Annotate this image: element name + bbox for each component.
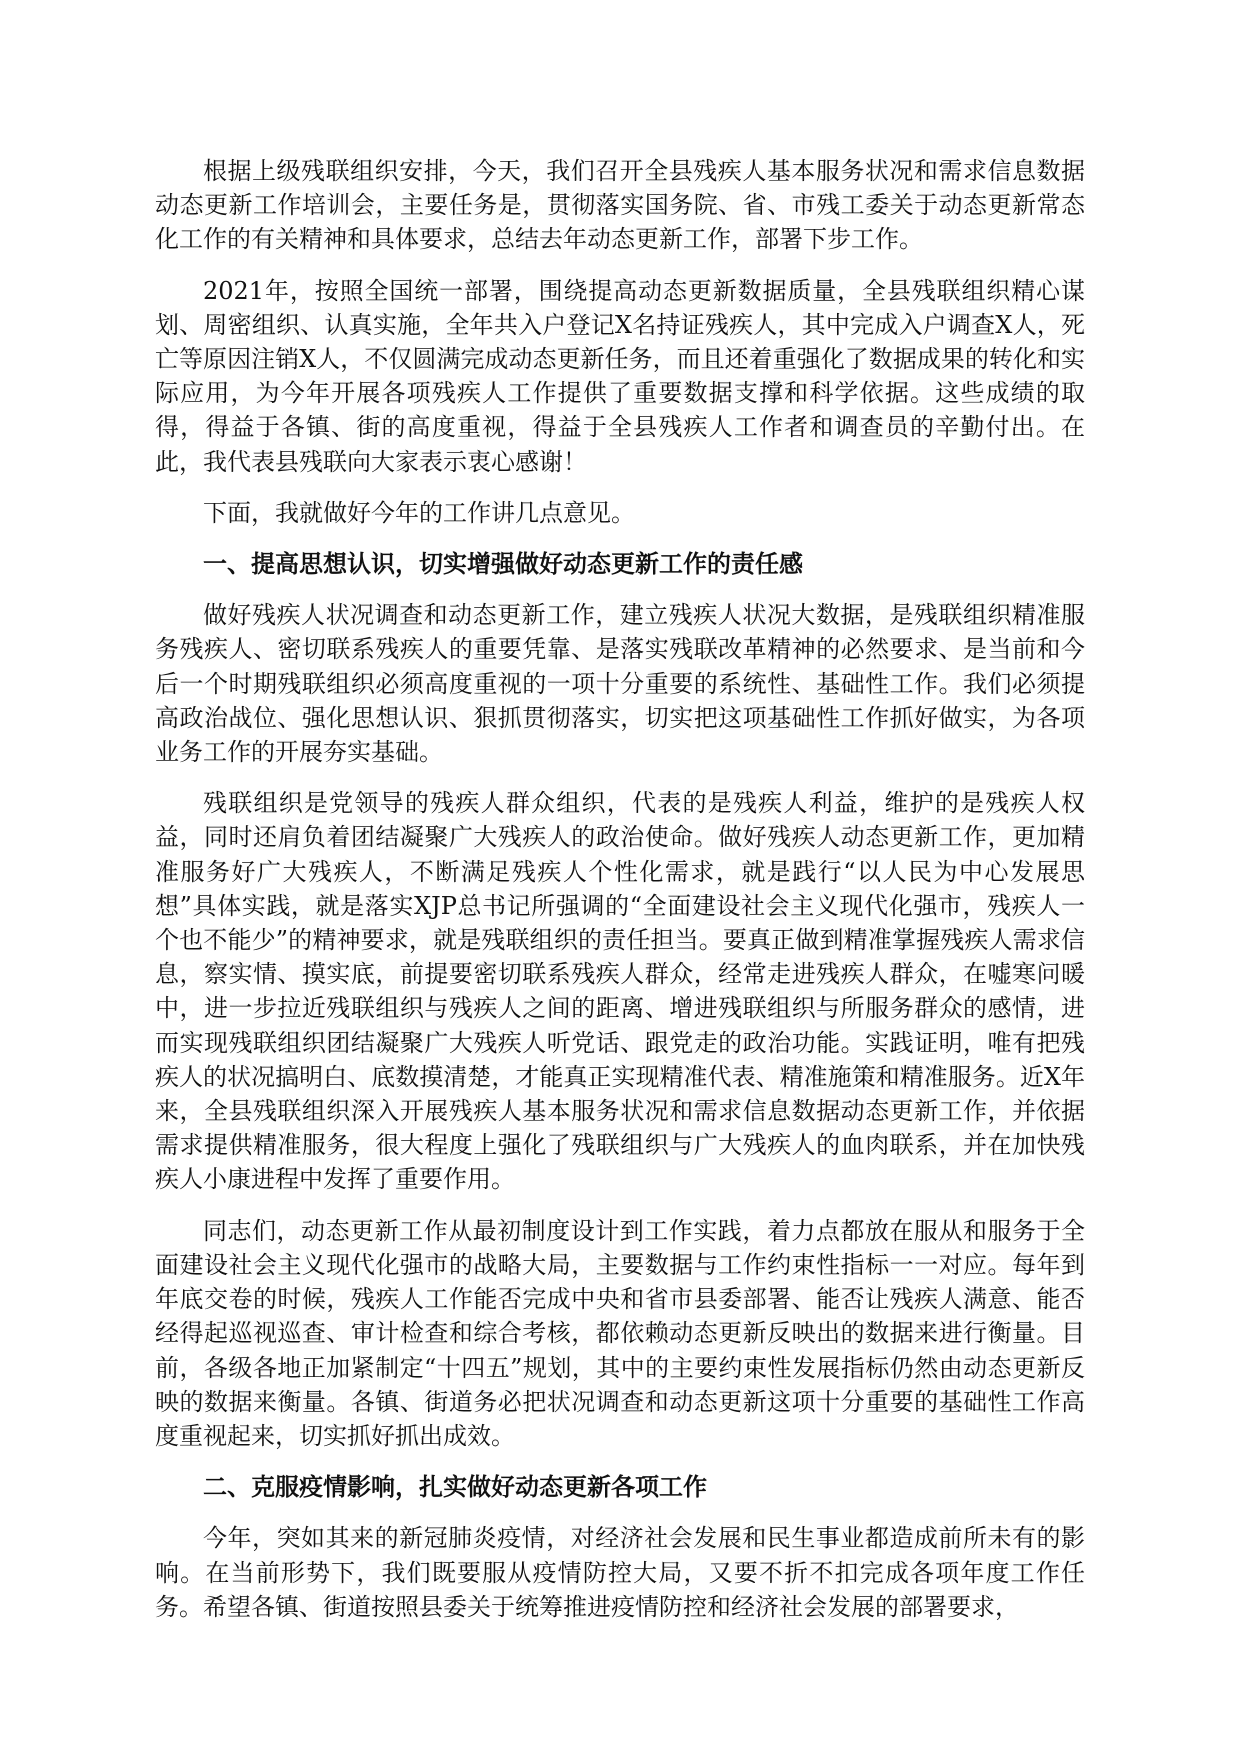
paragraph-2021-summary: 2021年，按照全国统一部署，围绕提高动态更新数据质量，全县残联组织精心谋划、周密组织、认真实施，全年共入户登记X名持证残疾人，其中完成入户调查X人，死亡等原因注销X人，不仅圆满完成动态更新任务，而且还着重强化了数据成果的转化和实际应用，为今年开展各项残疾人工作提供了重要数据支撑和科学依据。这些成绩的取得，得益于各镇、街的高度重视，得益于全县残疾人工作者和调查员的辛勤付出。在此，我代表县残联向大家表示衷心感谢！ [155, 276, 1085, 476]
paragraph-section1-a: 做好残疾人状况调查和动态更新工作，建立残疾人状况大数据，是残联组织精准服务残疾人、密切联系残疾人的重要凭靠、是落实残联改革精神的必然要求、是当前和今后一个时期残联组织必须高度重视的一项十分重要的系统性、基础性工作。我们必须提高政治战位、强化思想认识、狠抓贯彻落实，切实把这项基础性工作抓好做实，为各项业务工作的开展夯实基础。 [155, 601, 1085, 767]
paragraph-section1-c: 同志们，动态更新工作从最初制度设计到工作实践，着力点都放在服从和服务于全面建设社会主义现代化强市的战略大局，主要数据与工作约束性指标一一对应。每年到年底交卷的时候，残疾人工作能否完成中央和省市县委部署、能否让残疾人满意、能否经得起巡视巡查、审计检查和综合考核，都依赖动态更新反映出的数据来进行衡量。目前，各级各地正加紧制定“十四五”规划，其中的主要约束性发展指标仍然由动态更新反映的数据来衡量。各镇、街道务必把状况调查和动态更新这项十分重要的基础性工作高度重视起来，切实抓好抓出成效。 [155, 1216, 1085, 1450]
paragraph-section1-b: 残联组织是党领导的残疾人群众组织，代表的是残疾人利益，维护的是残疾人权益，同时还肩负着团结凝聚广大残疾人的政治使命。做好残疾人动态更新工作，更加精准服务好广大残疾人，不断满足残疾人个性化需求，就是践行“以人民为中心发展思想”具体实践，就是落实XJP总书记所强调的“全面建设社会主义现代化强市，残疾人一个也不能少”的精神要求，就是残联组织的责任担当。要真正做到精准掌握残疾人需求信息，察实情、摸实底，前提要密切联系残疾人群众，经常走进残疾人群众，在嘘寒问暖中，进一步拉近残联组织与残疾人之间的距离、增进残联组织与所服务群众的感情，进而实现残联组织团结凝聚广大残疾人听党话、跟党走的政治功能。实践证明，唯有把残疾人的状况搞明白、底数摸清楚，才能真正实现精准代表、精准施策和精准服务。近X年来，全县残联组织深入开展残疾人基本服务状况和需求信息数据动态更新工作，并依据需求提供精准服务，很大程度上强化了残联组织与广大残疾人的血肉联系，并在加快残疾人小康进程中发挥了重要作用。 [155, 789, 1085, 1194]
section-heading-1: 一、提高思想认识，切实增强做好动态更新工作的责任感 [203, 549, 803, 579]
paragraph-section2-a: 今年，突如其来的新冠肺炎疫情，对经济社会发展和民生事业都造成前所未有的影响。在当前形势下，我们既要服从疫情防控大局，又要不折不扣完成各项年度工作任务。希望各镇、街道按照县委关于统筹推进疫情防控和经济社会发展的部署要求， [155, 1524, 1085, 1621]
paragraph-intro: 根据上级残联组织安排，今天，我们召开全县残疾人基本服务状况和需求信息数据动态更新工作培训会，主要任务是，贯彻落实国务院、省、市残工委关于动态更新常态化工作的有关精神和具体要求，总结去年动态更新工作，部署下步工作。 [155, 157, 1085, 254]
paragraph-transition: 下面，我就做好今年的工作讲几点意见。 [203, 498, 635, 527]
section-heading-2: 二、克服疫情影响，扎实做好动态更新各项工作 [203, 1472, 707, 1502]
